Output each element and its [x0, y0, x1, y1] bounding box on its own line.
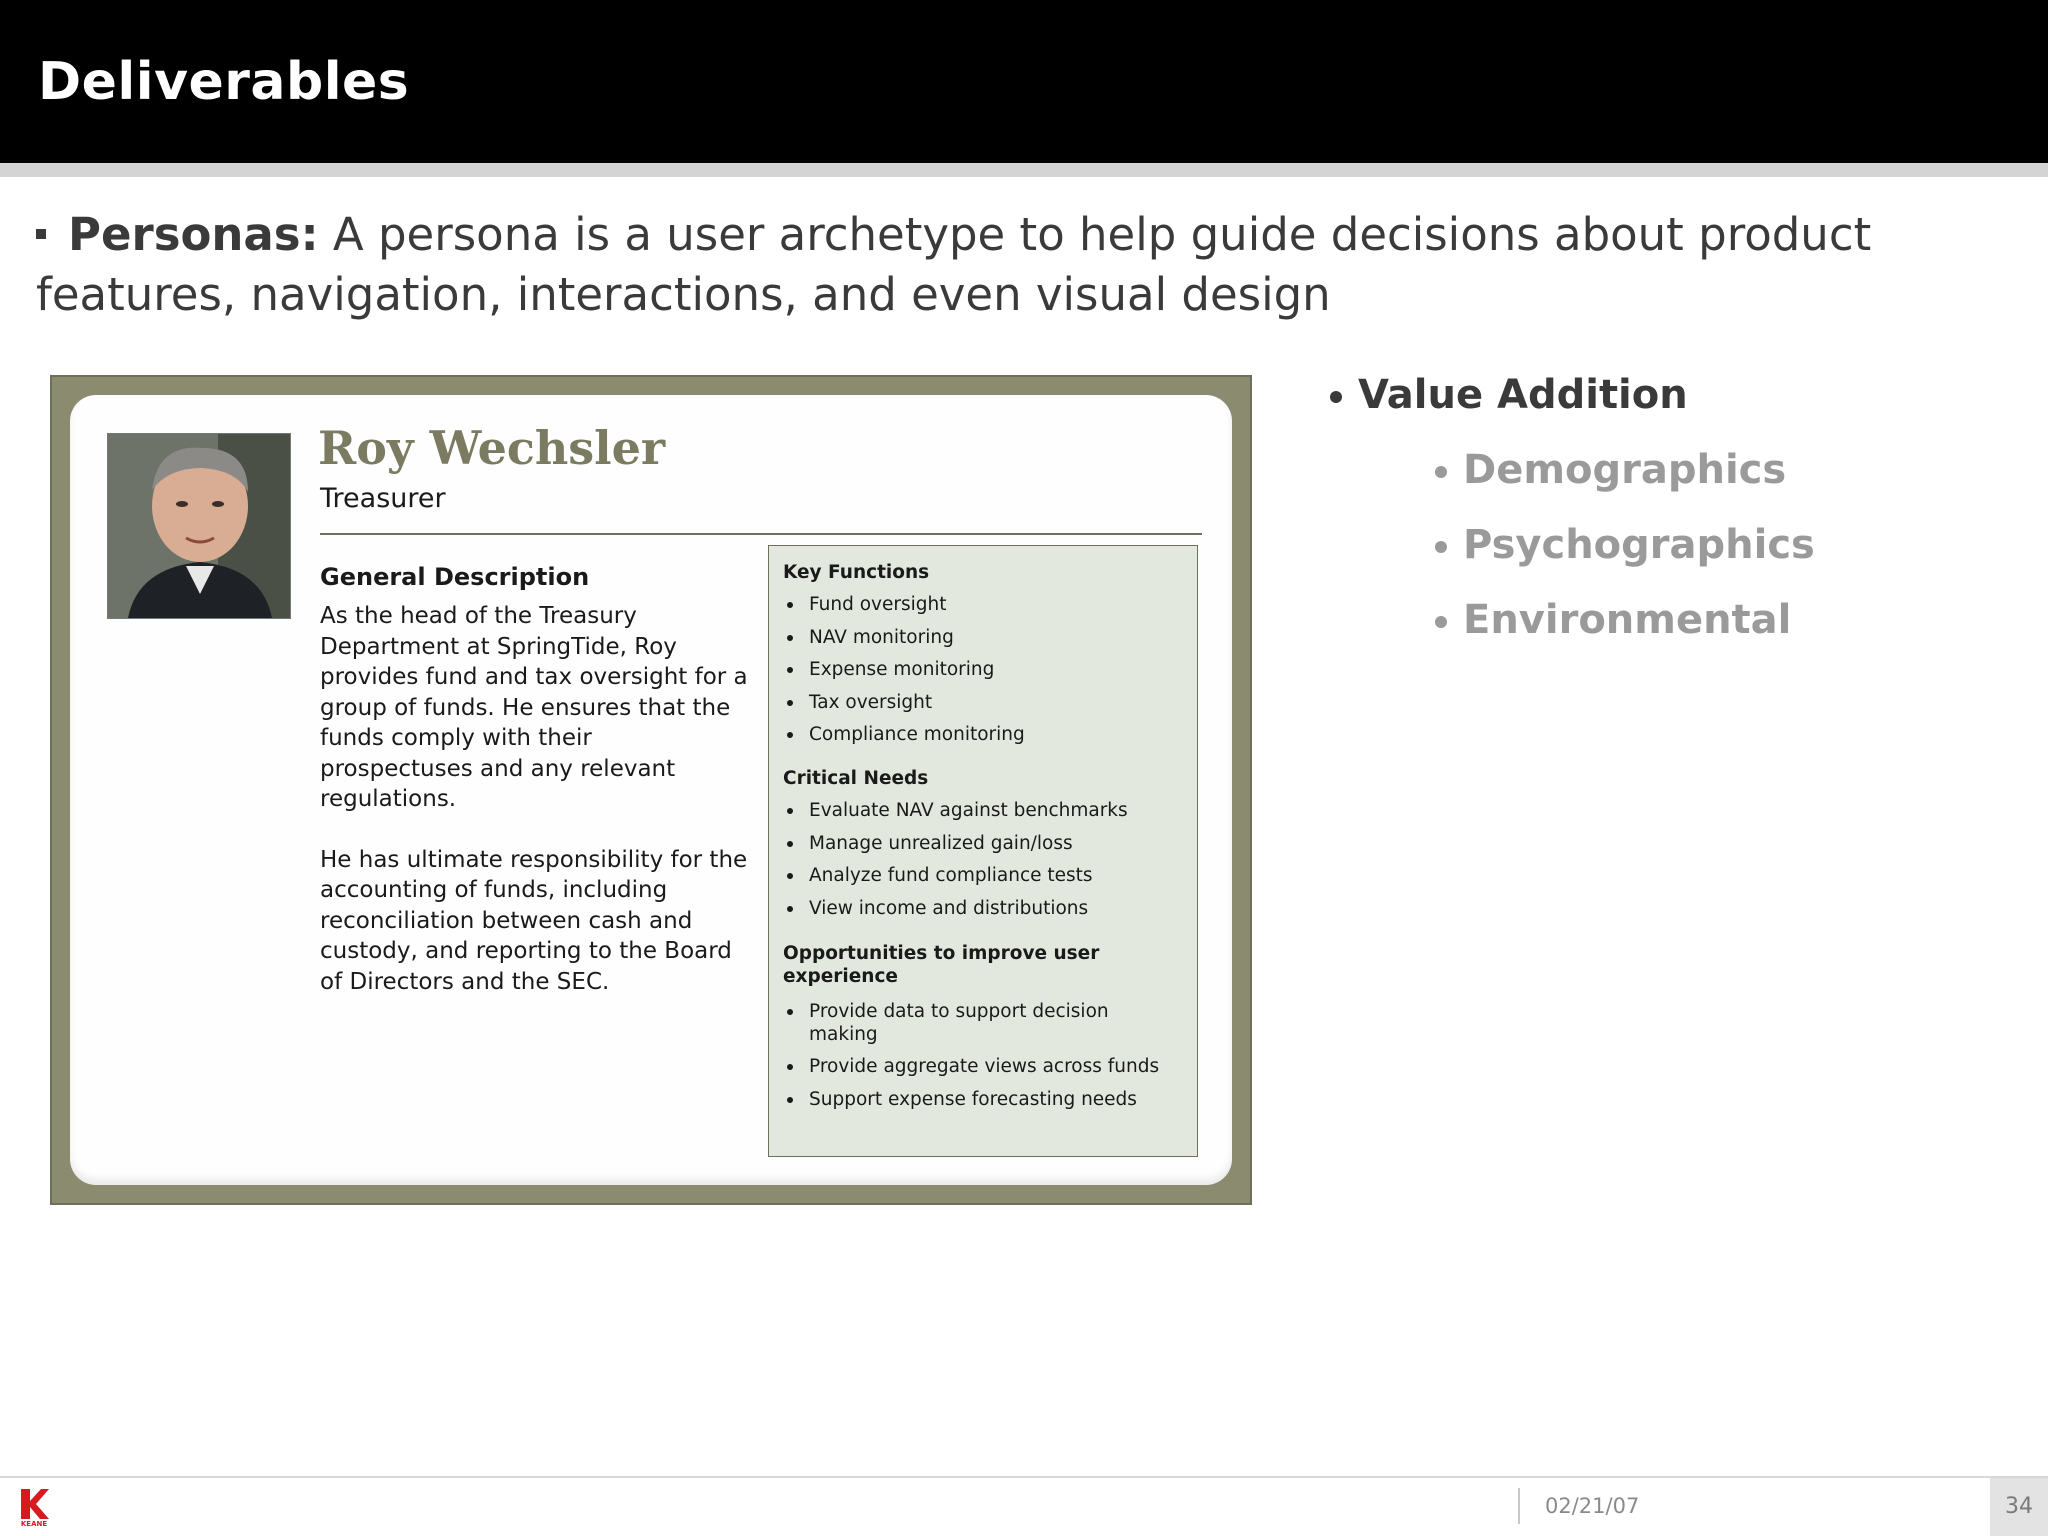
description-paragraph-2: He has ultimate responsibility for the accounting of funds, including reconciliation between cash and custody, and reporting to the Board of Directors and the SEC. [320, 846, 748, 995]
persona-role: Treasurer [320, 483, 446, 514]
title-bar [0, 0, 2048, 163]
opportunities-list [783, 1000, 1183, 1111]
bullet-icon [1330, 391, 1342, 403]
footer-divider [0, 1476, 2048, 1478]
value-addition-item [1330, 372, 1688, 418]
list-item: Tax oversight [783, 691, 1183, 714]
card-divider [320, 533, 1202, 535]
intro-term: Personas: [68, 208, 319, 261]
general-description [320, 601, 750, 1027]
value-sub-item [1435, 597, 1791, 643]
description-paragraph-1: As the head of the Treasury Department at SpringTide, Roy provides fund and tax oversight for a group of funds. He ensures that the funds comply with their prospectuses and any relevant regulations. [320, 603, 748, 812]
intro-bullet [36, 205, 1996, 325]
list-item: Provide data to support decision making [783, 1000, 1183, 1046]
key-functions-title: Key Functions [783, 562, 930, 583]
value-sub-label: Environmental [1463, 597, 1792, 643]
value-sub-item [1435, 522, 1815, 568]
page-number-box [1990, 1478, 2048, 1536]
list-item: Manage unrealized gain/loss [783, 832, 1183, 855]
square-bullet-icon [36, 229, 46, 239]
general-description-title: General Description [320, 563, 590, 591]
list-item: View income and distributions [783, 897, 1183, 920]
footer-separator [1518, 1488, 1520, 1524]
functions-box [768, 545, 1198, 1157]
persona-card [50, 375, 1252, 1205]
list-item: Analyze fund compliance tests [783, 864, 1183, 887]
list-item: Expense monitoring [783, 658, 1183, 681]
persona-card-inner [70, 395, 1232, 1185]
bullet-icon [1435, 466, 1447, 478]
critical-needs-title: Critical Needs [783, 768, 929, 789]
list-item: Provide aggregate views across funds [783, 1055, 1183, 1078]
value-sub-label: Demographics [1463, 447, 1787, 493]
persona-name: Roy Wechsler [318, 421, 666, 475]
logo-text: KEANE [20, 1520, 48, 1527]
page-number: 34 [2005, 1494, 2033, 1519]
person-portrait-icon [108, 434, 290, 618]
list-item: Support expense forecasting needs [783, 1088, 1183, 1111]
list-item: Evaluate NAV against benchmarks [783, 799, 1183, 822]
intro-text: A persona is a user archetype to help guide decisions about product features, navigation, interactions, and even visual design [36, 208, 1872, 321]
value-sub-label: Psychographics [1463, 522, 1815, 568]
bullet-icon [1435, 541, 1447, 553]
footer-date: 02/21/07 [1545, 1494, 1640, 1518]
bullet-icon [1435, 616, 1447, 628]
keane-logo-icon [17, 1487, 51, 1527]
value-sub-item [1435, 447, 1786, 493]
list-item: Compliance monitoring [783, 723, 1183, 746]
slide-title: Deliverables [38, 52, 410, 112]
persona-photo [107, 433, 291, 619]
title-divider [0, 163, 2048, 177]
keane-logo [17, 1487, 51, 1527]
opportunities-title: Opportunities to improve user experience [783, 942, 1100, 987]
key-functions-list [783, 593, 1183, 746]
list-item: NAV monitoring [783, 626, 1183, 649]
value-addition-label: Value Addition [1358, 372, 1688, 418]
critical-needs-list [783, 799, 1183, 920]
list-item: Fund oversight [783, 593, 1183, 616]
